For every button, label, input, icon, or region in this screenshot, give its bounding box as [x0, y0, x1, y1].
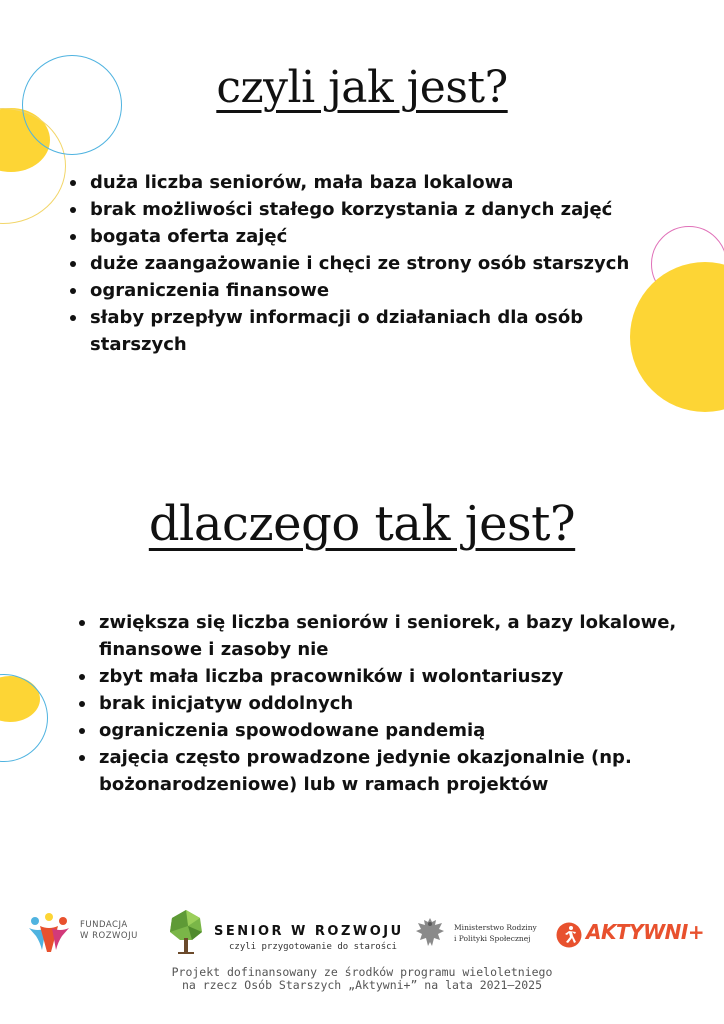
list-item: duża liczba seniorów, mała baza lokalowa — [68, 169, 648, 196]
list-item: brak możliwości stałego korzystania z danych zajęć — [68, 196, 648, 223]
footer-logos — [0, 900, 724, 1024]
list-item: brak inicjatyw oddolnych — [77, 690, 677, 717]
runner-icon — [556, 922, 582, 948]
ministerstwo-logo-text: Ministerstwo Rodziny i Polityki Społecznej — [454, 923, 537, 943]
people-figures-icon — [26, 912, 72, 954]
list-item: ograniczenia finansowe — [68, 277, 648, 304]
list-item: zajęcia często prowadzone jedynie okazjonalnie (np. bożonarodzeniowe) lub w ramach projektów — [77, 744, 677, 798]
heading-czyli-jak-jest: czyli jak jest? — [216, 62, 508, 113]
list-current-state — [68, 169, 648, 358]
funding-note: Projekt dofinansowany ze środków programu wieloletniego na rzecz Osób Starszych „Aktywni+” na lata 2021–2025 — [171, 965, 553, 992]
list-item: duże zaangażowanie i chęci ze strony osób starszych — [68, 250, 648, 277]
list-item: słaby przepływ informacji o działaniach dla osób starszych — [68, 304, 648, 358]
tree-icon — [168, 908, 204, 956]
list-item: bogata oferta zajęć — [68, 223, 648, 250]
emphasis-text: stałego — [258, 199, 335, 220]
senior-logo-subtitle: czyli przygotowanie do starości — [229, 942, 397, 952]
list-item: ograniczenia spowodowane pandemią — [77, 717, 677, 744]
list-item: zwiększa się liczba seniorów i seniorek, a bazy lokalowe, finansowe i zasoby nie — [77, 609, 677, 663]
fundacja-logo-text: FUNDACJA W ROZWOJU — [80, 920, 138, 941]
senior-logo-title: SENIOR W ROZWOJU — [214, 924, 404, 939]
list-item: zbyt mała liczba pracowników i wolontariuszy — [77, 663, 677, 690]
aktywni-logo-text: AKTYWNI+ — [586, 920, 705, 944]
eagle-emblem-icon — [414, 914, 446, 950]
blue-ring-left-bottom — [0, 674, 48, 762]
list-reasons — [77, 609, 677, 798]
heading-dlaczego-tak-jest: dlaczego tak jest? — [148, 496, 576, 552]
